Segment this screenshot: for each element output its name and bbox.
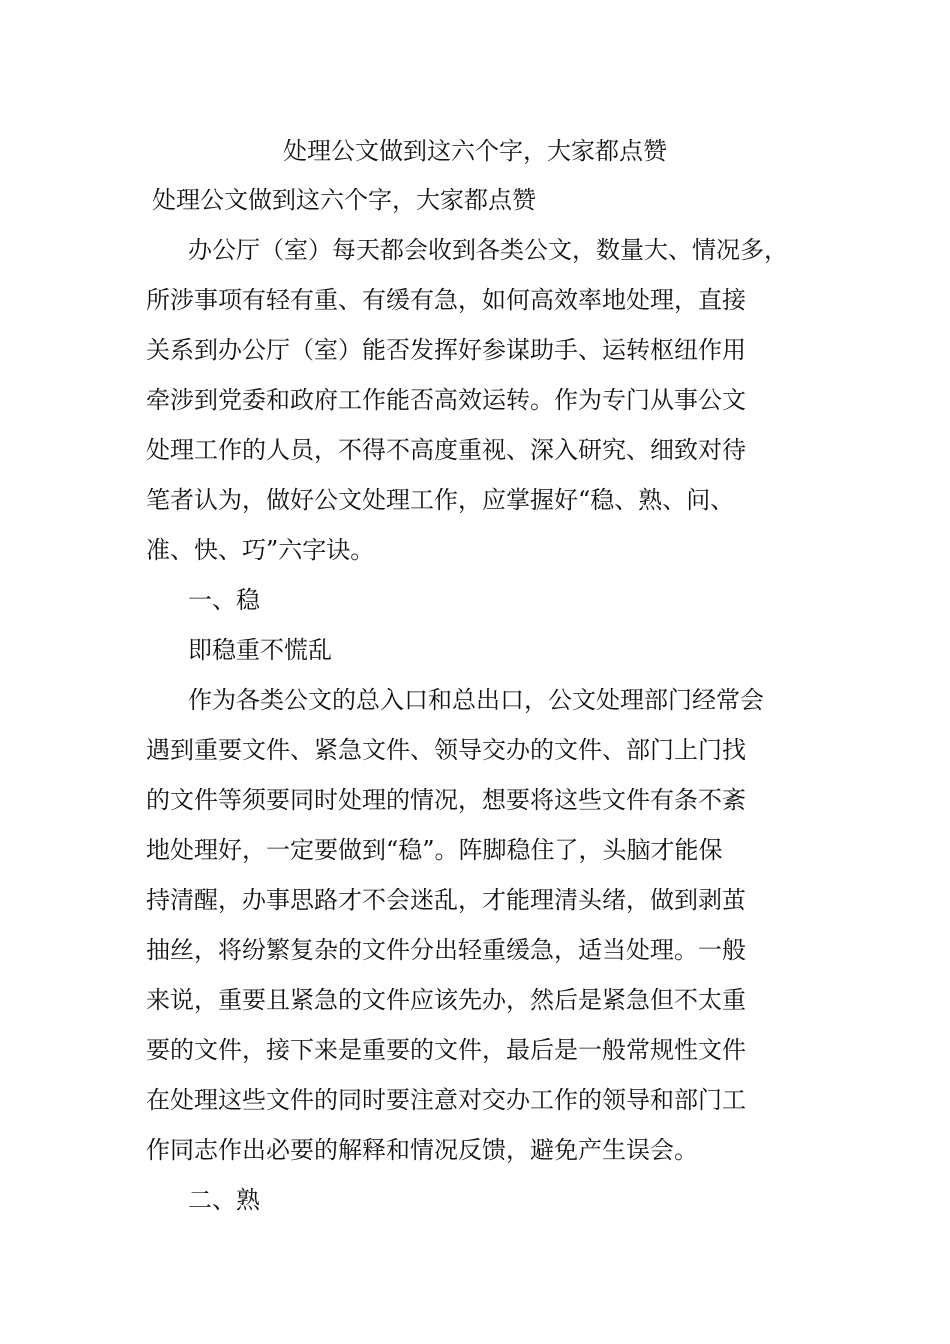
paragraph-line: 地处理好，一定要做到“稳”。阵脚稳住了，头脑才能保 xyxy=(146,836,723,864)
paragraph-line: 来说，重要且紧急的文件应该先办，然后是紧急但不太重 xyxy=(146,986,746,1014)
paragraph-line: 牵涉到党委和政府工作能否高效运转。作为专门从事公文 xyxy=(146,386,746,414)
document-title: 处理公文做到这六个字，大家都点赞 xyxy=(283,137,667,165)
paragraph-line: 作为各类公文的总入口和总出口，公文处理部门经常会 xyxy=(188,686,764,714)
paragraph-line: 要的文件，接下来是重要的文件，最后是一般常规性文件 xyxy=(146,1036,746,1064)
paragraph-line: 在处理这些文件的同时要注意对交办工作的领导和部门工 xyxy=(146,1086,746,1114)
paragraph-line: 持清醒，办事思路才不会迷乱，才能理清头绪，做到剥茧 xyxy=(146,886,746,914)
section-heading: 一、稳 xyxy=(188,586,260,614)
paragraph-line: 的文件等须要同时处理的情况，想要将这些文件有条不紊 xyxy=(146,786,746,814)
paragraph-line: 抽丝，将纷繁复杂的文件分出轻重缓急，适当处理。一般 xyxy=(146,936,746,964)
paragraph-line: 笔者认为，做好公文处理工作，应掌握好“稳、熟、问、 xyxy=(146,486,735,514)
paragraph-line: 处理工作的人员，不得不高度重视、深入研究、细致对待 xyxy=(146,436,746,464)
document-subtitle: 处理公文做到这六个字，大家都点赞 xyxy=(152,186,536,214)
paragraph-line: 遇到重要文件、紧急文件、领导交办的文件、部门上门找 xyxy=(146,736,746,764)
paragraph-line: 所涉事项有轻有重、有缓有急，如何高效率地处理，直接 xyxy=(146,286,746,314)
paragraph-line: 关系到办公厅（室）能否发挥好参谋助手、运转枢纽作用 xyxy=(146,336,746,364)
paragraph-line: 准、快、巧”六字诀。 xyxy=(146,536,375,564)
paragraph-line: 作同志作出必要的解释和情况反馈，避免产生误会。 xyxy=(146,1136,698,1164)
section-subheading: 即稳重不慌乱 xyxy=(188,636,332,664)
section-heading: 二、熟 xyxy=(188,1186,260,1214)
paragraph-line: 办公厅（室）每天都会收到各类公文，数量大、情况多， xyxy=(188,236,788,264)
